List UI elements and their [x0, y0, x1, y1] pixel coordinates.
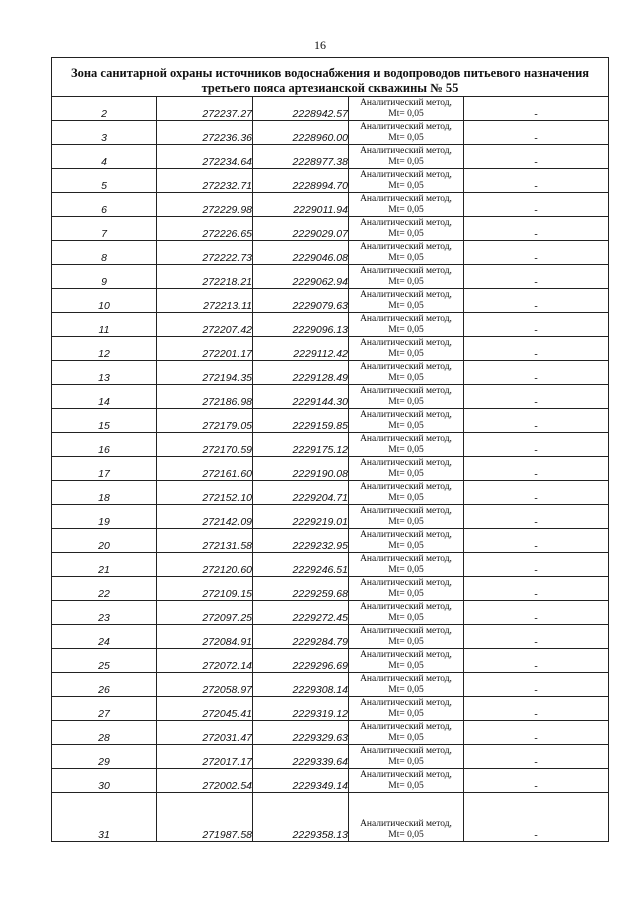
- coordinate-y: 2229159.85: [253, 409, 349, 433]
- method-accuracy: Mt= 0,05: [388, 493, 424, 503]
- table-row: [52, 577, 609, 601]
- extra-cell: -: [464, 793, 609, 842]
- method-accuracy: Mt= 0,05: [388, 757, 424, 767]
- method-accuracy: Mt= 0,05: [388, 685, 424, 695]
- method-cell: [349, 625, 464, 649]
- coordinate-y: 2228977.38: [253, 145, 349, 169]
- point-number: 2: [52, 97, 157, 121]
- extra-cell: -: [464, 193, 609, 217]
- method-cell: [349, 553, 464, 577]
- extra-cell: -: [464, 457, 609, 481]
- method-accuracy: Mt= 0,05: [388, 733, 424, 743]
- coordinate-y: 2229029.07: [253, 217, 349, 241]
- point-number: 8: [52, 241, 157, 265]
- method-name: Аналитический метод,: [360, 386, 452, 396]
- coordinate-y: 2229128.49: [253, 361, 349, 385]
- coordinate-x: 272017.17: [157, 745, 253, 769]
- point-number: 17: [52, 457, 157, 481]
- method-accuracy: Mt= 0,05: [388, 637, 424, 647]
- page-number: 16: [314, 38, 326, 52]
- coordinate-y: 2229046.08: [253, 241, 349, 265]
- coordinate-x: 272120.60: [157, 553, 253, 577]
- method-accuracy: Mt= 0,05: [388, 205, 424, 215]
- method-name: Аналитический метод,: [360, 146, 452, 156]
- method-cell: [349, 721, 464, 745]
- method-name: Аналитический метод,: [360, 554, 452, 564]
- table-row: [52, 697, 609, 721]
- table-row: [52, 97, 609, 121]
- table-row: [52, 289, 609, 313]
- coordinate-y: 2229296.69: [253, 649, 349, 673]
- extra-cell: -: [464, 121, 609, 145]
- coordinate-x: 272236.36: [157, 121, 253, 145]
- coordinate-x: 272229.98: [157, 193, 253, 217]
- coordinate-y: 2229259.68: [253, 577, 349, 601]
- coordinate-x: 272179.05: [157, 409, 253, 433]
- table-row: [52, 769, 609, 793]
- table-row: [52, 361, 609, 385]
- table-row: [52, 385, 609, 409]
- point-number: 4: [52, 145, 157, 169]
- coordinate-x: 272170.59: [157, 433, 253, 457]
- coordinate-y: 2229349.14: [253, 769, 349, 793]
- method-accuracy: Mt= 0,05: [388, 325, 424, 335]
- point-number: 28: [52, 721, 157, 745]
- point-number: 27: [52, 697, 157, 721]
- coordinate-x: 272161.60: [157, 457, 253, 481]
- coordinate-x: 272194.35: [157, 361, 253, 385]
- method-accuracy: Mt= 0,05: [388, 613, 424, 623]
- extra-cell: -: [464, 649, 609, 673]
- coordinate-x: 272232.71: [157, 169, 253, 193]
- method-name: Аналитический метод,: [360, 819, 452, 829]
- method-accuracy: Mt= 0,05: [388, 109, 424, 119]
- method-cell: [349, 121, 464, 145]
- coordinate-y: 2228960.00: [253, 121, 349, 145]
- method-cell: [349, 193, 464, 217]
- method-accuracy: Mt= 0,05: [388, 781, 424, 791]
- method-cell: [349, 169, 464, 193]
- extra-cell: -: [464, 625, 609, 649]
- method-cell: [349, 313, 464, 337]
- extra-cell: -: [464, 289, 609, 313]
- method-cell: [349, 145, 464, 169]
- coordinate-x: 272084.91: [157, 625, 253, 649]
- table-row: [52, 169, 609, 193]
- coordinate-y: 2229358.13: [253, 793, 349, 842]
- point-number: 19: [52, 505, 157, 529]
- method-name: Аналитический метод,: [360, 722, 452, 732]
- method-name: Аналитический метод,: [360, 434, 452, 444]
- coordinate-y: 2229319.12: [253, 697, 349, 721]
- method-cell: [349, 241, 464, 265]
- coordinate-x: 272002.54: [157, 769, 253, 793]
- method-cell: [349, 97, 464, 121]
- method-cell: [349, 697, 464, 721]
- method-name: Аналитический метод,: [360, 218, 452, 228]
- method-name: Аналитический метод,: [360, 650, 452, 660]
- coordinate-y: 2229329.63: [253, 721, 349, 745]
- point-number: 9: [52, 265, 157, 289]
- coordinate-y: 2228942.57: [253, 97, 349, 121]
- method-accuracy: Mt= 0,05: [388, 830, 424, 840]
- coordinate-x: 272131.58: [157, 529, 253, 553]
- coordinate-y: 2229272.45: [253, 601, 349, 625]
- method-cell: [349, 649, 464, 673]
- method-cell: [349, 601, 464, 625]
- coordinate-y: 2228994.70: [253, 169, 349, 193]
- extra-cell: -: [464, 697, 609, 721]
- method-cell: [349, 289, 464, 313]
- method-accuracy: Mt= 0,05: [388, 541, 424, 551]
- method-name: Аналитический метод,: [360, 122, 452, 132]
- point-number: 14: [52, 385, 157, 409]
- method-cell: [349, 337, 464, 361]
- method-name: Аналитический метод,: [360, 674, 452, 684]
- extra-cell: -: [464, 145, 609, 169]
- method-accuracy: Mt= 0,05: [388, 229, 424, 239]
- extra-cell: -: [464, 601, 609, 625]
- coordinate-x: 272152.10: [157, 481, 253, 505]
- method-accuracy: Mt= 0,05: [388, 709, 424, 719]
- point-number: 22: [52, 577, 157, 601]
- table-row: [52, 217, 609, 241]
- point-number: 31: [52, 793, 157, 842]
- table-row: [52, 721, 609, 745]
- method-cell: [349, 673, 464, 697]
- method-name: Аналитический метод,: [360, 602, 452, 612]
- table-row: [52, 625, 609, 649]
- method-name: Аналитический метод,: [360, 530, 452, 540]
- coordinate-x: 272213.11: [157, 289, 253, 313]
- coordinate-x: 272207.42: [157, 313, 253, 337]
- coordinates-table: [51, 57, 609, 842]
- table-row: [52, 241, 609, 265]
- method-cell: [349, 361, 464, 385]
- coordinate-y: 2229112.42: [253, 337, 349, 361]
- method-name: Аналитический метод,: [360, 338, 452, 348]
- point-number: 30: [52, 769, 157, 793]
- table-row: [52, 553, 609, 577]
- method-cell: [349, 505, 464, 529]
- method-cell: [349, 577, 464, 601]
- table-row: [52, 313, 609, 337]
- extra-cell: -: [464, 313, 609, 337]
- coordinate-x: 272186.98: [157, 385, 253, 409]
- method-name: Аналитический метод,: [360, 770, 452, 780]
- coordinate-y: 2229190.08: [253, 457, 349, 481]
- extra-cell: -: [464, 745, 609, 769]
- point-number: 26: [52, 673, 157, 697]
- point-number: 23: [52, 601, 157, 625]
- point-number: 16: [52, 433, 157, 457]
- method-accuracy: Mt= 0,05: [388, 277, 424, 287]
- extra-cell: -: [464, 505, 609, 529]
- table-title-row: [52, 58, 609, 97]
- coordinate-x: 272218.21: [157, 265, 253, 289]
- point-number: 13: [52, 361, 157, 385]
- table-row: [52, 193, 609, 217]
- coordinate-x: 272234.64: [157, 145, 253, 169]
- point-number: 18: [52, 481, 157, 505]
- method-accuracy: Mt= 0,05: [388, 181, 424, 191]
- method-name: Аналитический метод,: [360, 506, 452, 516]
- point-number: 21: [52, 553, 157, 577]
- extra-cell: -: [464, 337, 609, 361]
- method-accuracy: Mt= 0,05: [388, 349, 424, 359]
- method-accuracy: Mt= 0,05: [388, 253, 424, 263]
- method-accuracy: Mt= 0,05: [388, 517, 424, 527]
- point-number: 12: [52, 337, 157, 361]
- extra-cell: -: [464, 385, 609, 409]
- extra-cell: -: [464, 361, 609, 385]
- method-name: Аналитический метод,: [360, 194, 452, 204]
- method-name: Аналитический метод,: [360, 314, 452, 324]
- point-number: 24: [52, 625, 157, 649]
- method-name: Аналитический метод,: [360, 626, 452, 636]
- coordinate-x: 271987.58: [157, 793, 253, 842]
- table-row: [52, 793, 609, 842]
- method-name: Аналитический метод,: [360, 290, 452, 300]
- table-row: [52, 433, 609, 457]
- table-title: Зона санитарной охраны источников водоснабжения и водопроводов питьевого назначения третьего пояса артезианской скважины № 55: [52, 58, 609, 97]
- table-row: [52, 337, 609, 361]
- point-number: 20: [52, 529, 157, 553]
- coordinate-y: 2229144.30: [253, 385, 349, 409]
- method-accuracy: Mt= 0,05: [388, 445, 424, 455]
- method-accuracy: Mt= 0,05: [388, 301, 424, 311]
- coordinate-x: 272237.27: [157, 97, 253, 121]
- method-name: Аналитический метод,: [360, 458, 452, 468]
- point-number: 25: [52, 649, 157, 673]
- coordinate-x: 272109.15: [157, 577, 253, 601]
- extra-cell: -: [464, 241, 609, 265]
- table-row: [52, 265, 609, 289]
- table-row: [52, 457, 609, 481]
- method-cell: [349, 217, 464, 241]
- method-accuracy: Mt= 0,05: [388, 661, 424, 671]
- coordinate-x: 272072.14: [157, 649, 253, 673]
- coordinate-y: 2229308.14: [253, 673, 349, 697]
- extra-cell: -: [464, 217, 609, 241]
- method-name: Аналитический метод,: [360, 410, 452, 420]
- method-name: Аналитический метод,: [360, 746, 452, 756]
- table-row: [52, 409, 609, 433]
- method-accuracy: Mt= 0,05: [388, 469, 424, 479]
- method-cell: [349, 529, 464, 553]
- table-row: [52, 601, 609, 625]
- point-number: 5: [52, 169, 157, 193]
- table-row: [52, 145, 609, 169]
- coordinate-x: 272226.65: [157, 217, 253, 241]
- coordinate-y: 2229219.01: [253, 505, 349, 529]
- extra-cell: -: [464, 481, 609, 505]
- method-name: Аналитический метод,: [360, 578, 452, 588]
- point-number: 10: [52, 289, 157, 313]
- method-cell: [349, 385, 464, 409]
- point-number: 7: [52, 217, 157, 241]
- coordinate-y: 2229011.94: [253, 193, 349, 217]
- table-row: [52, 745, 609, 769]
- coordinate-y: 2229284.79: [253, 625, 349, 649]
- coordinate-y: 2229204.71: [253, 481, 349, 505]
- method-cell: [349, 409, 464, 433]
- coordinate-y: 2229079.63: [253, 289, 349, 313]
- coordinate-y: 2229246.51: [253, 553, 349, 577]
- extra-cell: -: [464, 553, 609, 577]
- table-row: [52, 121, 609, 145]
- coordinate-x: 272097.25: [157, 601, 253, 625]
- method-name: Аналитический метод,: [360, 266, 452, 276]
- extra-cell: -: [464, 577, 609, 601]
- table-row: [52, 481, 609, 505]
- method-cell: [349, 793, 464, 842]
- point-number: 6: [52, 193, 157, 217]
- extra-cell: -: [464, 265, 609, 289]
- extra-cell: -: [464, 409, 609, 433]
- coordinate-x: 272031.47: [157, 721, 253, 745]
- method-accuracy: Mt= 0,05: [388, 397, 424, 407]
- extra-cell: -: [464, 721, 609, 745]
- point-number: 29: [52, 745, 157, 769]
- method-cell: [349, 481, 464, 505]
- extra-cell: -: [464, 529, 609, 553]
- table-row: [52, 505, 609, 529]
- method-cell: [349, 457, 464, 481]
- point-number: 3: [52, 121, 157, 145]
- coordinate-x: 272201.17: [157, 337, 253, 361]
- coordinate-x: 272058.97: [157, 673, 253, 697]
- method-name: Аналитический метод,: [360, 242, 452, 252]
- extra-cell: -: [464, 169, 609, 193]
- coordinate-y: 2229175.12: [253, 433, 349, 457]
- extra-cell: -: [464, 433, 609, 457]
- method-name: Аналитический метод,: [360, 170, 452, 180]
- coordinate-x: 272045.41: [157, 697, 253, 721]
- method-accuracy: Mt= 0,05: [388, 133, 424, 143]
- table-row: [52, 673, 609, 697]
- method-accuracy: Mt= 0,05: [388, 373, 424, 383]
- method-name: Аналитический метод,: [360, 482, 452, 492]
- method-accuracy: Mt= 0,05: [388, 589, 424, 599]
- method-cell: [349, 265, 464, 289]
- method-name: Аналитический метод,: [360, 698, 452, 708]
- point-number: 11: [52, 313, 157, 337]
- coordinate-y: 2229339.64: [253, 745, 349, 769]
- coordinate-y: 2229062.94: [253, 265, 349, 289]
- method-accuracy: Mt= 0,05: [388, 157, 424, 167]
- table-row: [52, 649, 609, 673]
- coordinate-x: 272142.09: [157, 505, 253, 529]
- table-row: [52, 529, 609, 553]
- coordinate-y: 2229232.95: [253, 529, 349, 553]
- method-cell: [349, 745, 464, 769]
- coordinate-x: 272222.73: [157, 241, 253, 265]
- point-number: 15: [52, 409, 157, 433]
- method-accuracy: Mt= 0,05: [388, 565, 424, 575]
- method-name: Аналитический метод,: [360, 98, 452, 108]
- method-cell: [349, 769, 464, 793]
- method-accuracy: Mt= 0,05: [388, 421, 424, 431]
- method-cell: [349, 433, 464, 457]
- extra-cell: -: [464, 97, 609, 121]
- extra-cell: -: [464, 673, 609, 697]
- coordinate-y: 2229096.13: [253, 313, 349, 337]
- extra-cell: -: [464, 769, 609, 793]
- method-name: Аналитический метод,: [360, 362, 452, 372]
